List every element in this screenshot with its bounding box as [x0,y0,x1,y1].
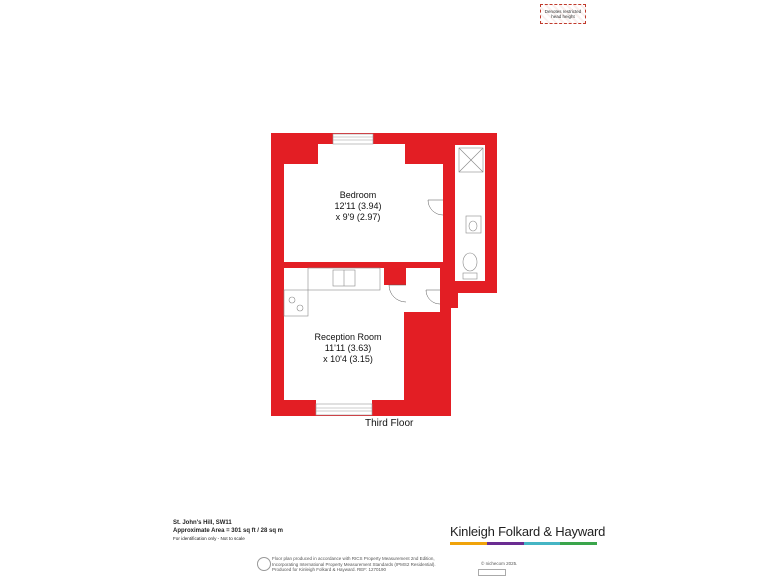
copyright: © nichecom 2025. [481,561,518,566]
reception-dim-2: x 10'4 (3.15) [323,354,373,364]
approximate-area: Approximate Area = 301 sq ft / 28 sq m [173,528,283,534]
property-summary [173,519,283,542]
measurement-standard-icon [257,557,271,571]
partner-logo [478,569,506,576]
footnote-line-3: Produced for Kinleigh Folkard & Hayward. REF: 1270190 [272,567,387,573]
kitchen-hob [284,290,308,316]
scale-disclaimer: For identification only - Not to scale [173,536,245,541]
brand-color-bar [450,542,597,545]
reception-dim-1: 11'11 (3.63) [324,343,372,353]
bedroom-name: Bedroom [339,190,377,200]
agent-brand-name: Kinleigh Folkard & Hayward [450,524,606,539]
footnote-line-1: Floor plan produced in accordance with RICS Property Measurement 2nd Edition, [272,556,435,561]
bedroom-dim-2: x 9'9 (2.97) [335,212,381,222]
brand-bar-orange [450,542,487,545]
legend-text-2: head height [551,14,575,19]
brand-bar-green [560,542,597,545]
reception-name: Reception Room [314,332,382,342]
brand-bar-teal [524,542,561,545]
measurement-footnote [272,556,436,573]
floor-label: Third Floor [365,418,414,429]
bedroom-dim-1: 12'11 (3.94) [334,201,382,211]
address: St. John's Hill, SW11 [173,520,232,526]
footnote-line-2: Incorporating International Property Measurement Standards (IPMS2 Residential). [272,561,436,567]
brand-bar-purple [487,542,524,545]
bedroom-label [318,190,398,223]
legend-text-1: Denotes restricted [544,9,582,14]
wc [463,253,477,271]
reception-room-label [298,332,398,365]
